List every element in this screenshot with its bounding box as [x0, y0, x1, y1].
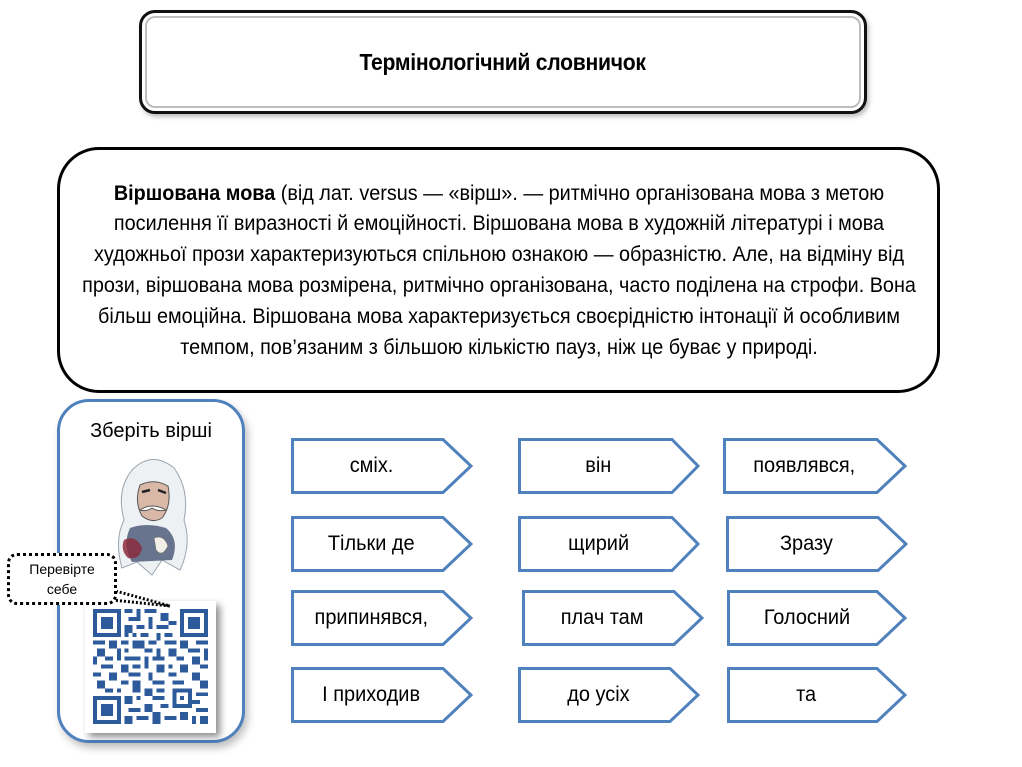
definition-text — [66, 178, 931, 363]
word-label: до усіх — [567, 683, 630, 706]
word-tile[interactable] — [291, 438, 473, 494]
word-tile[interactable] — [518, 516, 700, 572]
word-label: Тільки де — [328, 532, 415, 555]
word-tile[interactable] — [726, 516, 908, 572]
qr-code[interactable] — [85, 601, 216, 733]
word-tile[interactable] — [518, 438, 700, 494]
word-tile[interactable] — [727, 590, 907, 646]
word-label: та — [796, 683, 817, 706]
check-yourself-callout[interactable] — [7, 553, 117, 605]
word-label: І приходив — [322, 683, 421, 706]
callout-pointer — [112, 588, 172, 608]
word-label: він — [585, 454, 612, 477]
page-title: Термінологічний словничок — [359, 48, 647, 75]
word-tile[interactable] — [723, 438, 907, 494]
definition-body: (від лат. versus — «вірш». — ритмічно організована мова з метою посилення її виразності й емоційності. Віршована мова в художній літературі і мова художньої прози характеризуються спільною ознакою — образністю. Але, на відміну від прози, віршована мова розмірена, ритмічно організована, часто поділена на строфи. Вона більш емоційна. Віршована мова характеризується своєрідністю інтонації й особливим темпом, пов’язаним з більшою кількістю пауз, ніж це буває у природі. — [81, 180, 916, 359]
word-label: сміх. — [349, 454, 394, 477]
word-tile[interactable] — [291, 590, 473, 646]
word-label: Зразу — [780, 532, 834, 555]
word-label: припинявся, — [314, 606, 429, 629]
title-box — [139, 10, 867, 114]
definition-term: Віршована мова — [113, 180, 275, 205]
poet-portrait-image — [102, 450, 202, 580]
definition-box — [57, 147, 940, 393]
callout-text: Перевірте себе — [29, 561, 95, 597]
qr-code-icon — [93, 609, 208, 724]
word-label: появлявся, — [753, 454, 856, 477]
word-tile[interactable] — [291, 667, 473, 723]
word-label: Голосний — [763, 606, 850, 629]
panel-title: Зберіть вірші — [90, 420, 212, 442]
word-label: плач там — [561, 606, 644, 629]
word-label: щирий — [568, 532, 630, 555]
word-tile[interactable] — [291, 516, 473, 572]
word-tile[interactable] — [522, 590, 704, 646]
word-tile[interactable] — [518, 667, 700, 723]
word-tile[interactable] — [727, 667, 907, 723]
